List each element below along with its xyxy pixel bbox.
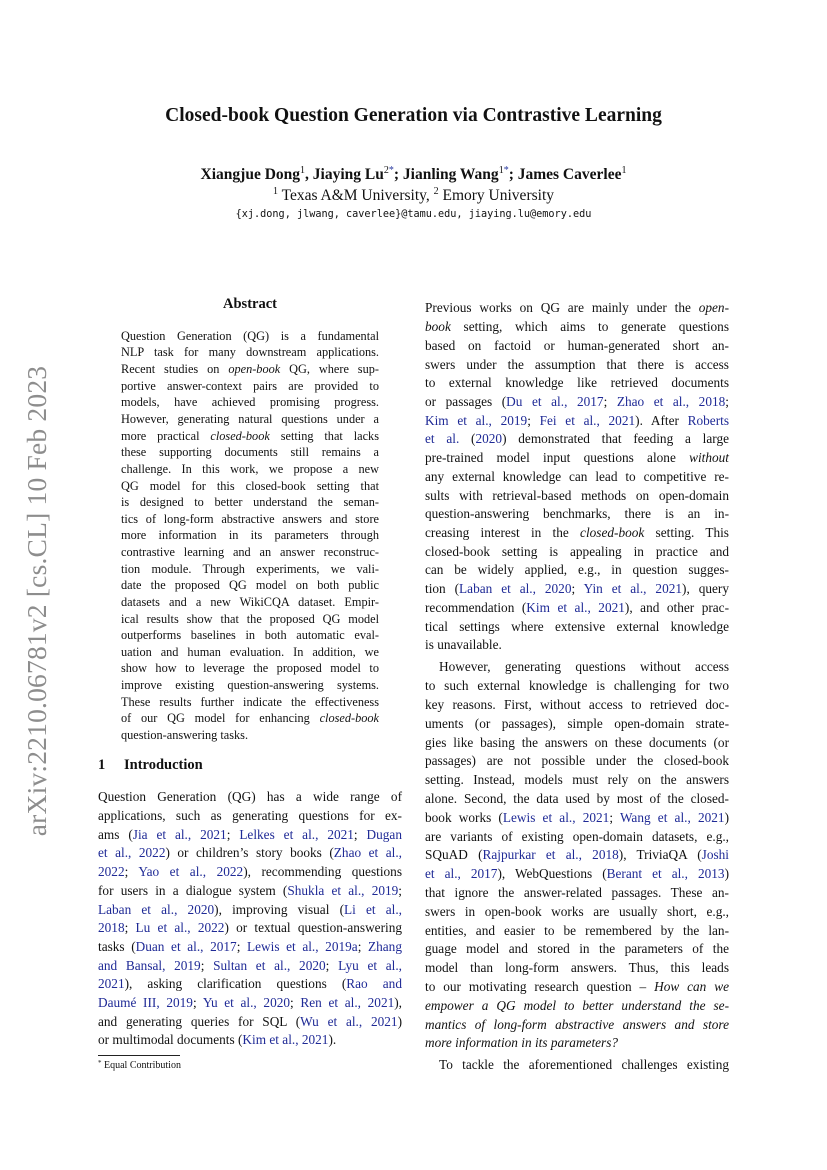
- text-line: [98, 865, 402, 878]
- citation-link[interactable]: Joshi: [701, 847, 729, 863]
- text-line: [98, 884, 402, 897]
- text-line: [425, 414, 729, 427]
- text-line: [425, 1036, 729, 1049]
- text-run: ): [724, 809, 729, 825]
- text-run: swers under the assumption that there is access: [425, 356, 729, 372]
- text-run: tical settings where extensive external knowledge: [425, 618, 729, 634]
- text-run: question-answering tasks.: [121, 727, 249, 742]
- text-run: models, have achieved promising progress.: [121, 395, 379, 410]
- text-line: [425, 526, 729, 539]
- text-run: pre-trained model input questions alone: [425, 450, 690, 466]
- section-title: Introduction: [124, 757, 203, 773]
- text-run: ;: [290, 995, 301, 1011]
- text-line: [98, 846, 402, 859]
- affiliation-mark: 1: [300, 165, 306, 176]
- text-line: [121, 563, 379, 575]
- text-line: [121, 629, 379, 641]
- citation-link[interactable]: et al., 2022: [98, 845, 166, 861]
- author-separator: ,: [305, 166, 313, 183]
- text-run: To tackle the aforementioned challenges existing: [439, 1057, 729, 1073]
- paper-title: Closed-book Question Generation via Contrastive Learning: [165, 105, 662, 126]
- text-run: portive answer-context pairs are provided to: [121, 378, 379, 393]
- text-run: setting. Instead, models must rely on the answers: [425, 772, 729, 788]
- citation-link[interactable]: Yin et al., 2021: [583, 581, 683, 597]
- text-run: QG model for this closed-book setting that: [121, 478, 379, 493]
- emphasis-text: mantics of long-form abstractive answers and store: [425, 1016, 729, 1032]
- affiliation-mark: 2: [383, 165, 389, 176]
- section-heading-introduction: [98, 757, 203, 774]
- text-run: ;: [357, 938, 368, 954]
- footnote-mark: *: [98, 1059, 102, 1067]
- text-line: [425, 620, 729, 633]
- emphasis-text: How can we: [654, 978, 729, 994]
- text-line: [425, 848, 729, 861]
- text-line: [425, 830, 729, 843]
- citation-link[interactable]: Jia et al., 2021: [132, 826, 227, 842]
- citation-link[interactable]: Fei et al., 2021: [539, 412, 636, 428]
- text-run: However, generating questions without access: [439, 659, 729, 675]
- text-run: for users in a dialogue system (: [98, 882, 288, 898]
- text-line: [425, 601, 729, 614]
- text-run: more practical: [121, 428, 211, 443]
- text-run: to our motivating research question –: [425, 978, 655, 994]
- text-line: [121, 396, 379, 408]
- text-run: entities, and easier to be remembered by the lan-: [425, 922, 729, 938]
- text-run: to external knowledge like retrieved documents: [425, 375, 729, 391]
- text-run: ;: [398, 882, 402, 898]
- text-run: based on factoid or human-generated short an-: [425, 337, 729, 353]
- text-line: [425, 754, 729, 767]
- text-line: [425, 301, 729, 314]
- text-run: to such external knowledge is challenging for two: [425, 678, 729, 694]
- citation-link[interactable]: and Bansal, 2019: [98, 957, 201, 973]
- text-run: ;: [725, 393, 729, 409]
- text-line: [425, 489, 729, 502]
- text-run: question-answering benchmarks, there is an in-: [425, 506, 729, 522]
- text-line: [98, 903, 402, 916]
- text-run: datasets and a new WikiCQA dataset. Empir-: [121, 594, 379, 609]
- text-line: [98, 828, 402, 841]
- text-run: SQuAD (: [425, 847, 483, 863]
- citation-link[interactable]: Lelkes et al., 2021: [239, 826, 354, 842]
- text-run: tics of long-form abstractive answers and store: [121, 511, 379, 526]
- text-line: [121, 513, 379, 525]
- text-run: book works (: [425, 809, 503, 825]
- text-run: ), improving visual (: [214, 901, 344, 917]
- citation-link[interactable]: 2020: [475, 431, 503, 447]
- text-line: [121, 529, 379, 541]
- text-run: Question Generation (QG) is a fundamental: [121, 328, 379, 343]
- affiliation-name: Texas A&M University,: [277, 187, 434, 204]
- text-run: model than long-form answers. Thus, this leads: [425, 960, 729, 976]
- text-run: setting, which aims to generate questions: [450, 319, 729, 335]
- text-run: ), and other prac-: [624, 599, 730, 615]
- citation-link[interactable]: Kim et al., 2021: [526, 599, 625, 615]
- author-name: James Caverlee: [517, 166, 622, 183]
- citation-link[interactable]: Laban et al., 2020: [98, 901, 215, 917]
- emphasis-text: open-: [698, 300, 729, 316]
- text-line: [425, 999, 729, 1012]
- emphasis-text: book: [425, 319, 451, 335]
- text-run: tion (: [425, 581, 460, 597]
- text-line: [425, 507, 729, 520]
- text-run: ;: [192, 995, 203, 1011]
- citation-link[interactable]: Duan et al., 2017: [135, 938, 237, 954]
- text-run: is designed to better understand the seman-: [121, 495, 379, 510]
- text-line: [425, 679, 729, 692]
- section-number: 1: [98, 757, 106, 773]
- text-run: setting that lacks: [269, 428, 379, 443]
- text-line: [121, 712, 379, 724]
- citation-link[interactable]: 2022: [98, 864, 125, 880]
- text-run: ), TriviaQA (: [618, 847, 702, 863]
- emphasis-text: open-book: [228, 362, 281, 377]
- text-run: uation and human evaluation. In addition, we: [121, 644, 379, 659]
- equal-contribution-mark[interactable]: *: [503, 165, 509, 176]
- text-run: ams (: [98, 826, 133, 842]
- emphasis-text: empower a QG model to better understand the se-: [425, 997, 729, 1013]
- citation-link[interactable]: Roberts: [687, 412, 729, 428]
- citation-link[interactable]: Kim et al., 2021: [242, 1032, 329, 1048]
- text-run: (: [459, 431, 476, 447]
- text-line: [425, 961, 729, 974]
- citation-link[interactable]: Kim et al., 2019: [425, 412, 528, 428]
- affiliation-number: 2: [433, 186, 439, 197]
- text-line: [425, 773, 729, 786]
- text-line: [98, 940, 402, 953]
- text-line: [121, 413, 379, 425]
- citation-link[interactable]: Yao et al., 2022: [138, 864, 244, 880]
- text-line: [121, 363, 379, 375]
- text-line: [121, 679, 379, 691]
- text-run: challenge. In this work, we propose a new: [121, 461, 379, 476]
- text-line: [439, 660, 729, 673]
- citation-link[interactable]: Laban et al., 2020: [459, 581, 572, 597]
- citation-link[interactable]: Wang et al., 2021: [619, 809, 725, 825]
- text-line: [425, 563, 729, 576]
- text-run: show how to leverage the proposed model to: [121, 661, 379, 676]
- text-line: [439, 1058, 729, 1071]
- text-run: ),: [394, 995, 403, 1011]
- text-line: [121, 463, 379, 475]
- text-run: ): [724, 866, 729, 882]
- text-run: gies like basing the answers on these documents (or: [425, 734, 729, 750]
- text-line: [425, 582, 729, 595]
- author-separator: ;: [508, 166, 518, 183]
- text-run: these supporting documents still remains a: [121, 445, 379, 460]
- citation-link[interactable]: Wu et al., 2021: [300, 1013, 398, 1029]
- text-run: QG, where sup-: [280, 362, 379, 377]
- text-line: [425, 792, 729, 805]
- text-run: ;: [124, 920, 136, 936]
- text-run: recommendation (: [425, 599, 527, 615]
- citation-link[interactable]: Du et al., 2017: [506, 393, 604, 409]
- text-run: ), query: [682, 581, 729, 597]
- footnote-divider: [98, 1055, 180, 1056]
- citation-link[interactable]: Zhang: [368, 938, 402, 954]
- citation-link[interactable]: Lewis et al., 2019a: [247, 938, 358, 954]
- text-line: [425, 395, 729, 408]
- text-line: [98, 809, 402, 822]
- text-line: [121, 330, 379, 342]
- text-run: date the proposed QG model on both public: [121, 578, 379, 593]
- citation-link[interactable]: et al.: [425, 431, 460, 447]
- text-run: any external knowledge can lead to competitive re-: [425, 468, 729, 484]
- text-run: ;: [353, 826, 367, 842]
- footnote: [98, 1059, 181, 1071]
- text-line: [425, 698, 729, 711]
- text-line: [425, 320, 729, 333]
- emphasis-text: closed-book: [319, 711, 379, 726]
- author-name: Jianling Wang: [402, 166, 499, 183]
- text-run: ), recommending questions: [243, 864, 402, 880]
- text-run: of our QG model for enhancing: [121, 711, 320, 726]
- text-run: or multimodal documents (: [98, 1032, 243, 1048]
- text-run: swers in open-book works are usually short, e.g.,: [425, 903, 729, 919]
- citation-link[interactable]: 2018: [98, 920, 125, 936]
- text-run: contrastive learning and an answer reconstruc-: [121, 545, 379, 560]
- text-run: and generating queries for SQL (: [98, 1013, 301, 1029]
- text-line: [121, 579, 379, 591]
- citation-link[interactable]: Ren et al., 2021: [300, 995, 395, 1011]
- text-line: [121, 380, 379, 392]
- emphasis-text: without: [689, 450, 729, 466]
- text-line: [425, 470, 729, 483]
- text-run: ;: [603, 393, 617, 409]
- text-line: [425, 980, 729, 993]
- text-run: However, generating natural questions under a: [121, 412, 379, 426]
- abstract-heading: Abstract: [223, 296, 277, 312]
- text-line: [425, 1018, 729, 1031]
- emphasis-text: closed-book: [580, 524, 645, 540]
- citation-link[interactable]: Zhao et al.,: [333, 845, 402, 861]
- text-run: ;: [609, 809, 620, 825]
- arxiv-identifier-stamp: arXiv:2210.06781v2 [cs.CL] 10 Feb 2023: [21, 365, 52, 837]
- text-run: alone. Second, the data used by most of the closed-: [425, 790, 729, 806]
- text-line: [98, 1015, 402, 1028]
- citation-link[interactable]: Shukla et al., 2019: [287, 882, 399, 898]
- author-separator: ;: [393, 166, 403, 183]
- text-line: [425, 942, 729, 955]
- text-line: [425, 432, 729, 445]
- text-run: that ignore the answer-related passages. These an-: [425, 884, 729, 900]
- text-line: [425, 717, 729, 730]
- text-run: closed-book setting is appealing in practice and: [425, 543, 729, 559]
- text-line: [98, 1033, 402, 1046]
- citation-link[interactable]: Lewis et al., 2021: [502, 809, 610, 825]
- citation-link[interactable]: Yu et al., 2020: [202, 995, 291, 1011]
- text-run: ical results show that the proposed QG model: [121, 611, 379, 626]
- text-run: setting. This: [644, 524, 729, 540]
- text-line: [425, 545, 729, 558]
- text-run: ;: [226, 826, 240, 842]
- text-run: outperforms baselines in both automatic eval-: [121, 628, 379, 643]
- text-line: [98, 977, 402, 990]
- text-run: improve existing question-answering systems.: [121, 678, 379, 693]
- text-run: ;: [124, 864, 139, 880]
- text-run: ;: [325, 957, 339, 973]
- text-run: ).: [328, 1032, 337, 1048]
- text-run: sults with retrieval-based methods on open-domain: [425, 487, 729, 503]
- text-line: [121, 596, 379, 608]
- text-run: ;: [571, 581, 584, 597]
- text-run: Question Generation (QG) has a wide range of: [98, 789, 402, 805]
- text-run: uments (or passages), simple open-domain strate-: [425, 715, 729, 731]
- text-run: ). After: [635, 412, 688, 428]
- text-line: [98, 996, 402, 1009]
- text-line: [121, 662, 379, 674]
- citation-link[interactable]: Daumé III, 2019: [98, 995, 193, 1011]
- text-line: [98, 959, 402, 972]
- citation-link[interactable]: Lu et al., 2022: [135, 920, 225, 936]
- text-run: ), WebQuestions (: [497, 866, 607, 882]
- text-line: [425, 736, 729, 749]
- text-run: creasing interest in the: [425, 524, 581, 540]
- text-run: more information in its parameters through: [121, 528, 379, 543]
- author-emails: {xj.dong, jlwang, caverlee}@tamu.edu, jiaying.lu@emory.edu: [235, 209, 592, 220]
- text-line: [121, 446, 379, 458]
- citation-link[interactable]: Zhao et al., 2018: [616, 393, 726, 409]
- text-run: ), asking clarification questions (: [124, 976, 347, 992]
- text-line: [425, 867, 729, 880]
- text-line: [121, 346, 379, 358]
- text-run: These results further indicate the effectiveness: [121, 694, 379, 709]
- text-run: or passages (: [425, 393, 507, 409]
- text-line: [425, 886, 729, 899]
- text-run: tion module. Through experiments, we vali-: [121, 561, 379, 576]
- text-line: [121, 729, 379, 741]
- affiliation-mark: 1: [621, 165, 627, 176]
- text-run: passages) are not possible under the closed-book: [425, 753, 729, 769]
- text-run: Recent studies on: [121, 362, 229, 377]
- text-line: [98, 790, 402, 803]
- text-line: [98, 921, 402, 934]
- text-run: ) or textual question-answering: [224, 920, 402, 936]
- text-line: [425, 638, 729, 651]
- text-run: ) demonstrated that feeding a large: [502, 431, 729, 447]
- text-run: tasks (: [98, 938, 136, 954]
- equal-contribution-mark[interactable]: *: [388, 165, 394, 176]
- citation-link[interactable]: Dugan: [366, 826, 402, 842]
- text-line: [425, 905, 729, 918]
- text-run: can be widely applied, e.g., in question sugges-: [425, 562, 729, 578]
- text-run: key reasons. First, without access to retrieved doc-: [425, 696, 729, 712]
- citation-link[interactable]: Lyu et al.,: [338, 957, 402, 973]
- text-run: applications, such as generating questions for ex-: [98, 808, 402, 824]
- citation-link[interactable]: Rajpurkar et al., 2018: [482, 847, 619, 863]
- text-line: [425, 339, 729, 352]
- emphasis-text: closed-book: [210, 428, 270, 443]
- text-line: [121, 546, 379, 558]
- citation-link[interactable]: Sultan et al., 2020: [213, 957, 326, 973]
- text-line: [121, 696, 379, 708]
- citation-link[interactable]: Li et al.,: [344, 901, 402, 917]
- text-run: ) or children’s story books (: [165, 845, 334, 861]
- text-run: ;: [527, 412, 540, 428]
- text-run: ): [397, 1013, 402, 1029]
- citation-link[interactable]: 2021: [98, 976, 125, 992]
- text-line: [425, 811, 729, 824]
- text-run: guage model and stored in the parameters of the: [425, 941, 729, 957]
- author-name: Xiangjue Dong: [200, 166, 301, 183]
- text-line: [425, 358, 729, 371]
- text-run: NLP task for many downstream applications.: [121, 345, 379, 360]
- text-line: [121, 613, 379, 625]
- author-name: Jiaying Lu: [312, 166, 384, 183]
- text-line: [425, 924, 729, 937]
- citation-link[interactable]: et al., 2017: [425, 866, 498, 882]
- footnote-text: Equal Contribution: [101, 1060, 181, 1071]
- author-list: [0, 165, 827, 184]
- text-line: [425, 376, 729, 389]
- text-line: [121, 646, 379, 658]
- citation-link[interactable]: Rao and: [346, 976, 402, 992]
- text-run: are variants of existing open-domain datasets, e.g.,: [425, 828, 729, 844]
- text-run: ;: [200, 957, 214, 973]
- text-line: [121, 496, 379, 508]
- text-run: Previous works on QG are mainly under the: [425, 300, 699, 316]
- citation-link[interactable]: Berant et al., 2013: [606, 866, 725, 882]
- affiliation-name: Emory University: [438, 187, 554, 204]
- affiliation-mark: 1: [498, 165, 504, 176]
- affiliation-number: 1: [272, 186, 278, 197]
- text-line: [121, 430, 379, 442]
- text-run: is unavailable.: [425, 637, 502, 653]
- text-line: [425, 451, 729, 464]
- emphasis-text: more information in its parameters?: [425, 1035, 619, 1051]
- affiliations: [0, 186, 827, 205]
- text-line: [121, 480, 379, 492]
- text-run: ;: [236, 938, 248, 954]
